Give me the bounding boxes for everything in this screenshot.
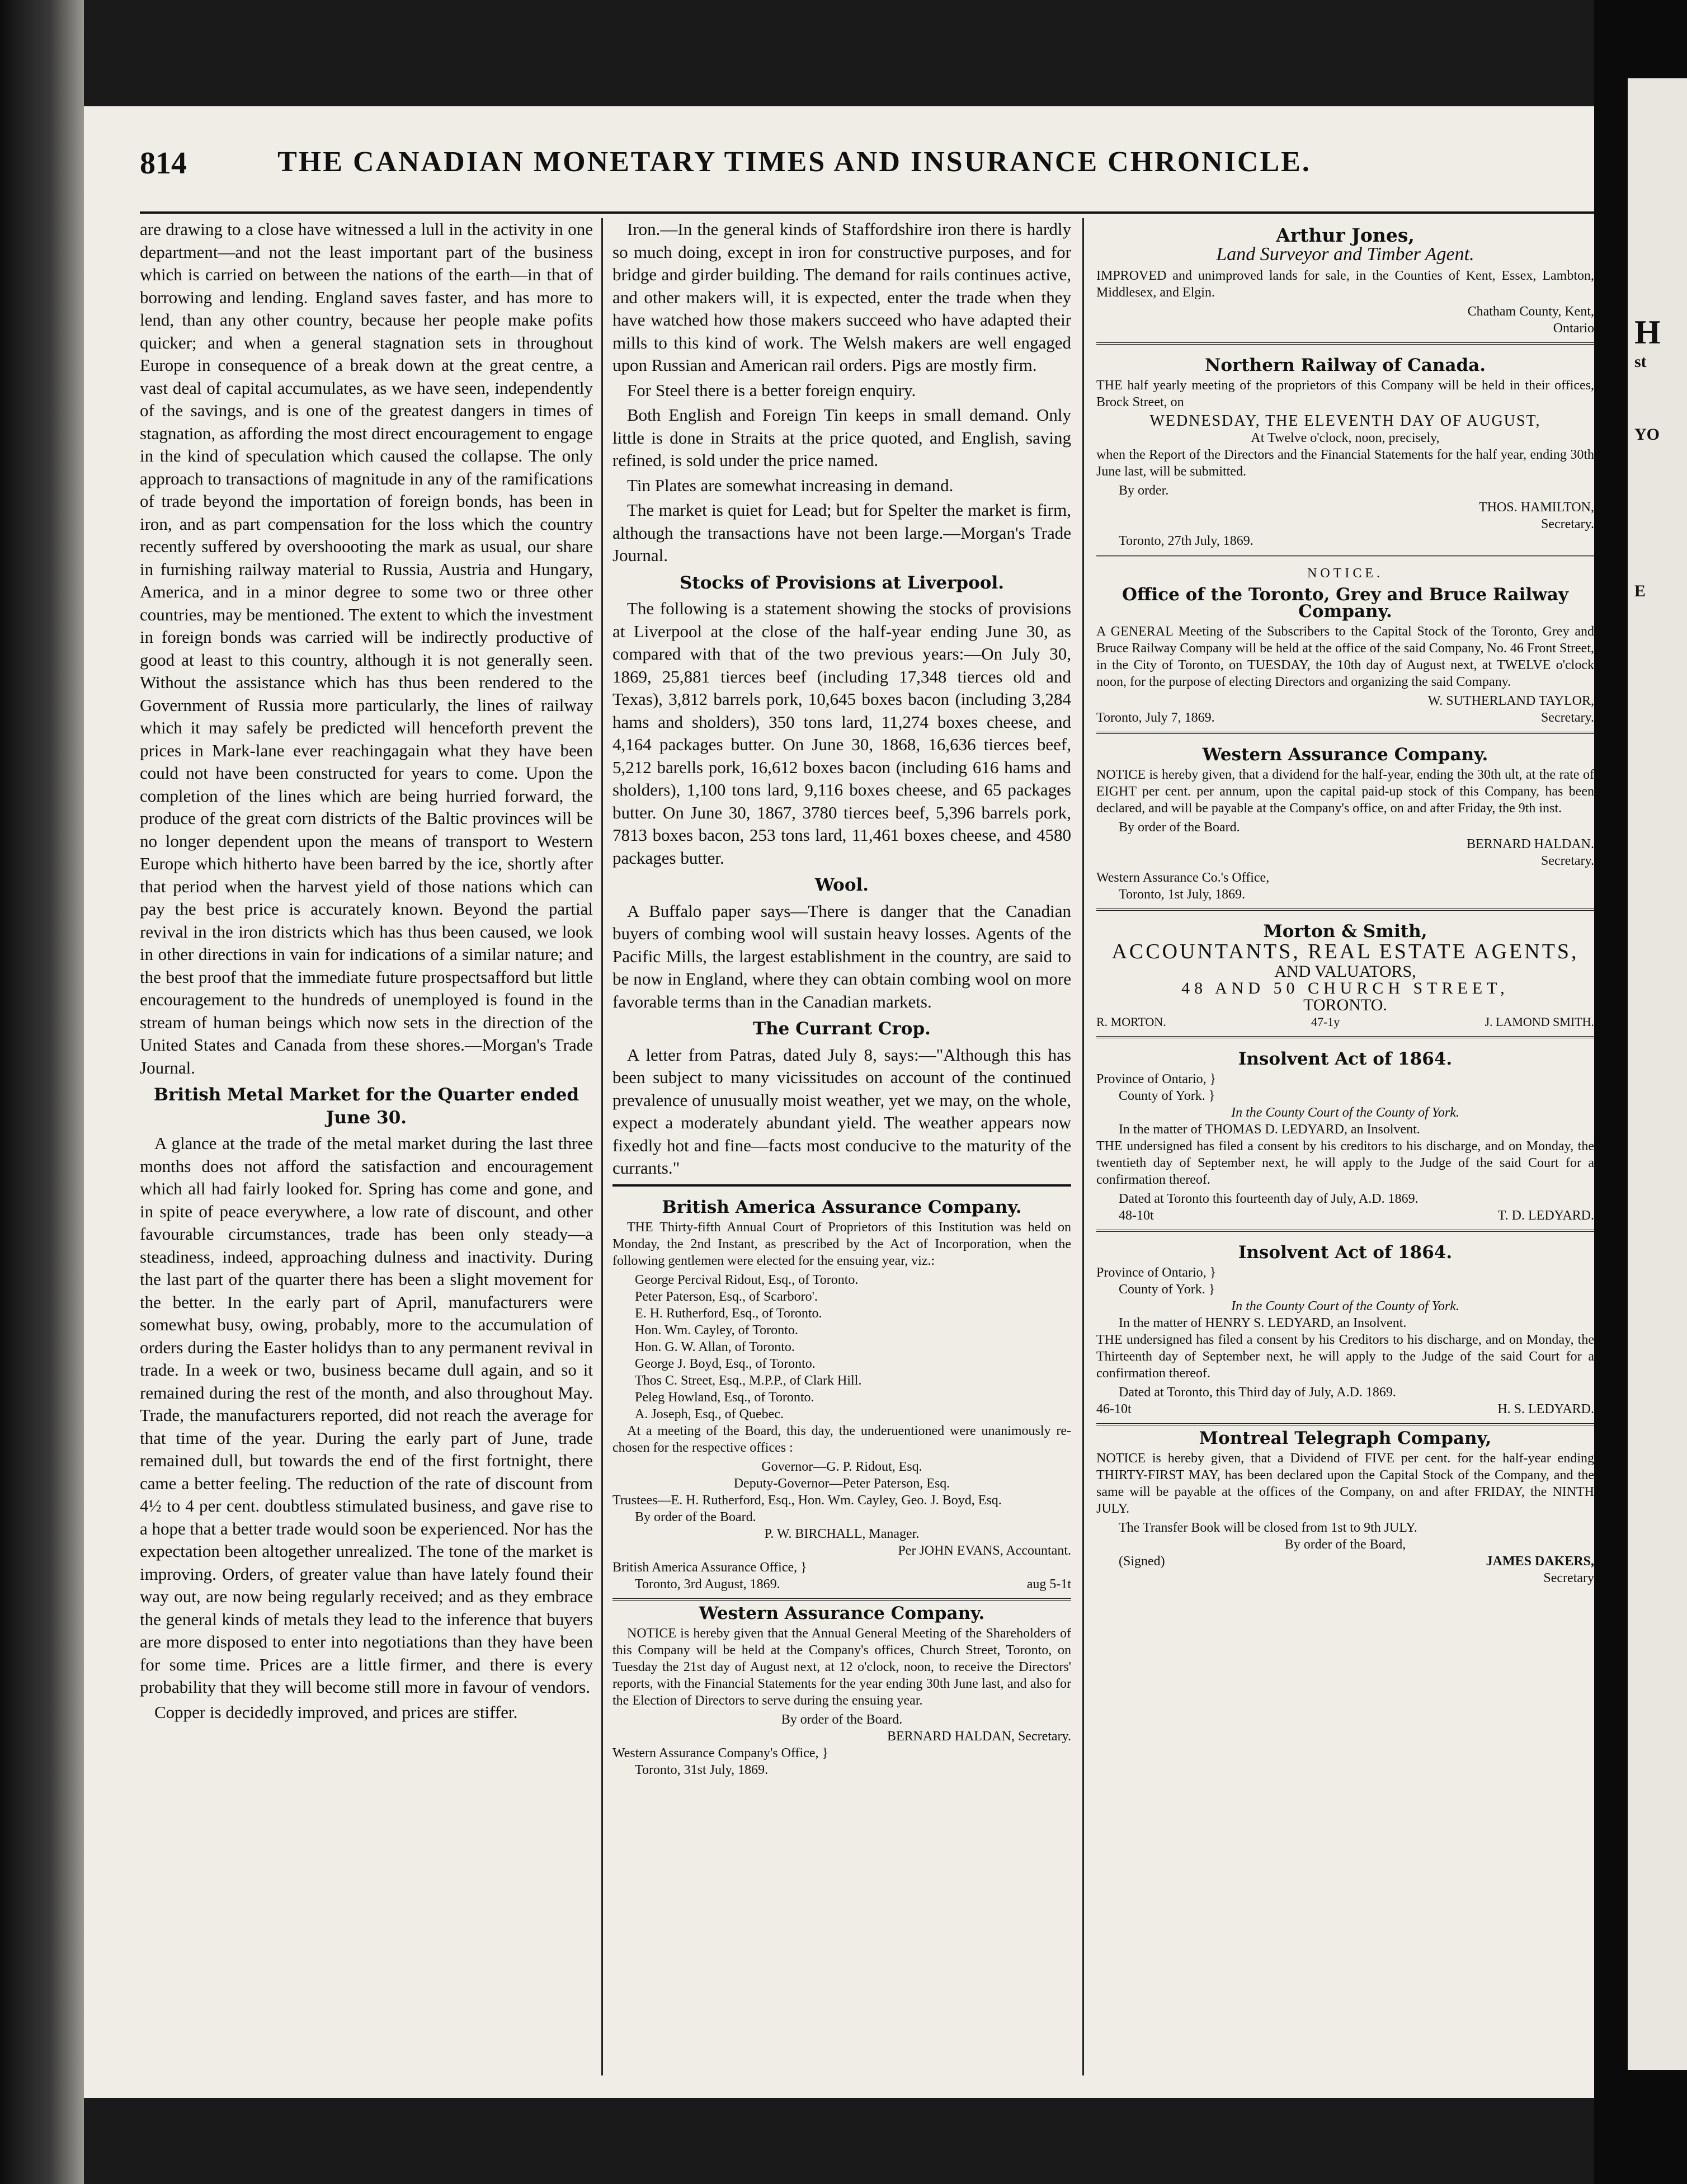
- section-rule: [612, 1184, 1071, 1187]
- tin-plates-paragraph: Tin Plates are somewhat increasing in demand.: [627, 475, 954, 495]
- masthead-title: THE CANADIAN MONETARY TIMES AND INSURANCE CHRONICLE.: [277, 146, 1311, 178]
- ad-sign-row: [1096, 1401, 1594, 1418]
- ad-date: Toronto, 27th July, 1869.: [1119, 534, 1254, 548]
- ad-signed: (Signed): [1119, 1554, 1165, 1569]
- ad-name-2: J. LAMOND SMITH.: [1485, 1015, 1594, 1029]
- ad-sign-row: [1096, 1207, 1594, 1224]
- ad-date: Toronto, July 7, 1869.: [1096, 710, 1215, 725]
- ad-order: By order of the Board.: [781, 1712, 903, 1727]
- ad-body: NOTICE is hereby given that the Annual General Meeting of the Shareholders of this Company will be held at the Company's offices, Church Street, Toronto, on Tuesday the 21st day of August next, at 12 o'clock, noon, to receive the Directors' reports, with the Financial Statements for the year ending 30th June last, and also for the Election of Directors to serve during the ensuing year.: [612, 1626, 1071, 1708]
- ad-arthur-jones: [1096, 218, 1594, 345]
- ad-title: Insolvent Act of 1864.: [1238, 1049, 1453, 1069]
- ad-code: 47-1y: [1311, 1015, 1340, 1029]
- ad-sign: BERNARD HALDAN, Secretary.: [887, 1729, 1071, 1744]
- ad-office: Western Assurance Co.'s Office,: [1096, 870, 1270, 885]
- stocks-paragraph: The following is a statement showing the stocks of provisions at Liverpool at the close of the half-year ending June 30, as compared with that of the two previous years:—On July 30, 1869, 25,881 tierces beef (including 17,348 tierces old and Texas), 3,812 barrels pork, 10,645 boxes bacon (including 3,284 hams and sholders), 350 tons lard, 11,274 boxes cheese, and 4,164 packages butter. On June 30, 1868, 16,636 tierces beef, 5,212 barells pork, 16,612 boxes bacon (including 616 hams and sholders), 1,100 tons lard, 9,116 boxes cheese, and 65 packages butter. On June 30, 1867, 3780 tierces beef, 5,396 barrels pork, 7813 boxes bacon, 253 tons lard, 11,461 boxes cheese, and 4580 packages butter.: [612, 599, 1071, 868]
- director: A. Joseph, Esq., of Quebec.: [635, 1406, 784, 1422]
- header-rule: [140, 211, 1594, 214]
- ad-body: NOTICE is hereby given, that a dividend for the half-year, ending the 30th ult, at the rate of EIGHT per cent. per annum, upon the capital paid-up stock of this Company, has been declared, and will be payable at the Company's office, on and after Friday, the 9th inst.: [1096, 768, 1594, 816]
- ad-title: Western Assurance Company.: [1202, 745, 1488, 765]
- ad-court: In the County Court of the County of York.: [1231, 1105, 1459, 1120]
- heading-wool: Wool.: [814, 875, 869, 895]
- ad-dated: Dated at Toronto, this Third day of July, A.D. 1869.: [1119, 1385, 1396, 1400]
- ad-names-row: [1096, 1014, 1594, 1030]
- ad-name-1: R. MORTON.: [1096, 1015, 1166, 1029]
- ad-title: Montreal Telegraph Company,: [1199, 1428, 1492, 1448]
- steel-paragraph: For Steel there is a better foreign enquiry.: [627, 380, 916, 400]
- ad-montreal-telegraph: [1096, 1430, 1594, 1587]
- ad-date: Toronto, 1st July, 1869.: [1119, 887, 1246, 902]
- ad-sign: JAMES DAKERS,: [1486, 1554, 1594, 1569]
- ad-order: By order of the Board.: [1119, 820, 1240, 835]
- book-gutter-left: [0, 0, 84, 2184]
- ad-body: IMPROVED and unimproved lands for sale, in the Counties of Kent, Essex, Lambton, Middlesex, and Elgin.: [1096, 269, 1594, 300]
- column-rule-1: [601, 218, 603, 2075]
- ad-body: A GENERAL Meeting of the Subscribers to the Capital Stock of the Toronto, Grey and Bruce Railway Company will be held at the office of the said Company, No. 46 Front Street, in the City of Toronto, on TUESDAY, the 10th day of August next, at TWELVE o'clock noon, for the purpose of electing Directors and organizing the said Company.: [1096, 624, 1594, 689]
- ad-date: Toronto, 31st July, 1869.: [635, 1762, 769, 1777]
- ad-sign: BERNARD HALDAN.: [1467, 837, 1594, 851]
- director: Thos C. Street, Esq., M.P.P., of Clark Hill.: [635, 1373, 862, 1388]
- ad-sign-row: [1096, 1553, 1594, 1570]
- metal-market-paragraph: A glance at the trade of the metal market during the last three months does not afford the satisfaction and encouragement which all had fairly looked for. Spring has come and gone, and in spite of peace everywhere, a low rate of discount, and other favourable circumstances, trade has been only steady—a steadiness, indeed, approaching dulness and inactivity. During the last part of the quarter there has been a slight movement for the better. In the early part of April, manufacturers were somewhat busy, owing, probably, more to the accumulation of orders during the Easter holidys than to any permanent revival in trade. In a week or two, business became dull again, and so it remained during the rest of the month, and also throughout May. Trade, the manufacturers reported, did not reach the average for that time of the year. During the early part of June, trade remained dull, but towards the end of the first fortnight, there came a better feeling. The reduction of the rate of discount from 4½ to 4 per cent. doubtless stimulated business, and gave rise to a hope that a better trade would soon be experienced. Nor has the expectation been altogether unrealized. The tone of the market is improving. Orders, of greater value than have lately found their way out, are now being regularly received; and as they embrace the general kinds of metals they lead to the inference that buyers are more disposed to enter into negotiations than they have been for some time. Prices are a little firmer, and there is every probability that they will become still more in favour of vendors.: [140, 1133, 593, 1697]
- ad-county: County of York. }: [1119, 1089, 1215, 1103]
- copper-paragraph: Copper is decidedly improved, and prices are stiffer.: [154, 1702, 518, 1722]
- ad-court: In the County Court of the County of York.: [1231, 1299, 1459, 1314]
- ad-date-row: [1096, 709, 1594, 726]
- ad-line-4: TORONTO.: [1303, 996, 1387, 1014]
- column-3-advertisements: [1096, 218, 1594, 1587]
- ad-body: THE Thirty-fifth Annual Court of Proprietors of this Institution was held on Monday, the 2nd Instant, as prescribed by the Act of Incorporation, when the following gentlemen were elected for the ensuing year, viz.:: [612, 1220, 1071, 1268]
- iron-paragraph: Iron.—In the general kinds of Staffordshire iron there is hardly so much doing, except in iron for constructive purposes, and for bridge and girder building. The demand for rails continues active, and other makers will, it is expected, enter the trade when they have watched how those makers succeed who have adapted their mills to this kind of work. The Welsh makers are well engaged upon Russian and American rail orders. Pigs are mostly firm.: [612, 219, 1071, 375]
- ad-sign-title: Secretary.: [1540, 710, 1594, 725]
- ad-title: Morton & Smith,: [1263, 921, 1427, 942]
- ad-address-2: Ontario: [1553, 321, 1594, 336]
- ad-british-america-assurance: [612, 1191, 1071, 1601]
- ad-body: THE undersigned has filed a consent by his creditors to his discharge, and on Monday, the twentieth day of September next, he will apply to the Judge of the said Court for a confirmation thereof.: [1096, 1139, 1594, 1187]
- currant-paragraph: A letter from Patras, dated July 8, says:—"Although this has been subject to many vicissitudes on account of the continued prevalence of unusually moist weather, yet we may, on the whole, expect a moderately abundant yield. The weather appears now fixedly hot and fine—facts most conducive to the maturity of the currants.": [612, 1044, 1071, 1178]
- ad-code: 48-10t: [1119, 1208, 1154, 1223]
- ad-body-1: THE half yearly meeting of the proprietors of this Company will be held in their offices, Brock Street, on: [1096, 378, 1594, 410]
- ad-title: Arthur Jones,: [1276, 224, 1415, 246]
- ad-office: Western Assurance Company's Office, }: [612, 1745, 829, 1761]
- adjacent-page-fragment: [1628, 78, 1687, 2070]
- ad-order: By order of the Board.: [635, 1509, 756, 1524]
- ad-line-1: ACCOUNTANTS, REAL ESTATE AGENTS,: [1111, 940, 1579, 963]
- ad-order: By order.: [1119, 483, 1169, 498]
- ad-sign-title: Secretary.: [1540, 517, 1594, 531]
- ad-matter: In the matter of HENRY S. LEDYARD, an Insolvent.: [1119, 1316, 1407, 1330]
- ad-insolvent-thomas-ledyard: [1096, 1043, 1594, 1232]
- ad-dated: Dated at Toronto this fourteenth day of July, A.D. 1869.: [1119, 1192, 1419, 1206]
- ad-line-3: 48 AND 50 CHURCH STREET,: [1181, 979, 1509, 997]
- ad-body: THE undersigned has filed a consent by his Creditors to his discharge, and on Monday, the Thirteenth day of September next, he will apply to the Judge of the said Court for a confirmation thereof.: [1096, 1333, 1594, 1381]
- ad-western-assurance-dividend: [1096, 738, 1594, 911]
- ad-morton-smith: [1096, 915, 1594, 1038]
- column-rule-2: [1082, 218, 1084, 2075]
- column-1: [140, 218, 593, 1726]
- director: George Percival Ridout, Esq., of Toronto.: [635, 1272, 859, 1287]
- director: Peleg Howland, Esq., of Toronto.: [635, 1390, 814, 1405]
- ad-sign-title: Secretary: [1543, 1571, 1594, 1585]
- ad-governor: Governor—G. P. Ridout, Esq.: [761, 1459, 922, 1474]
- wool-paragraph: A Buffalo paper says—There is danger that the Canadian buyers of combing wool will sustain heavy losses. Agents of the Pacific Mills, the largest establishment in the country, are said to be now in England, where they can obtain combing wool on more favorable terms than in the Canadian markets.: [612, 901, 1071, 1011]
- director: Hon. G. W. Allan, of Toronto.: [635, 1339, 795, 1354]
- director: Hon. Wm. Cayley, of Toronto.: [635, 1322, 798, 1338]
- ad-title: Northern Railway of Canada.: [1204, 355, 1486, 375]
- ad-order: By order of the Board,: [1284, 1537, 1406, 1552]
- ad-title: Office of the Toronto, Grey and Bruce Railway Company.: [1122, 585, 1568, 622]
- ad-meeting: At a meeting of the Board, this day, the underuentioned were unanimously re-chosen for the respective offices :: [612, 1423, 1071, 1455]
- ad-sign: T. D. LEDYARD.: [1497, 1208, 1594, 1223]
- ad-province: Province of Ontario, }: [1096, 1265, 1217, 1280]
- ad-matter: In the matter of THOMAS D. LEDYARD, an Insolvent.: [1119, 1122, 1420, 1137]
- article-continuation: are drawing to a close have witnessed a lull in the activity in one department—and not the least important part of the business which is carried on between the nations of the earth—in that of borrowing and lending. England saves faster, and has more to lend, than any other country, because her people make pofits quicker; and when a general stagnation sets in throughout Europe in consequence of a break down at the great centre, a vast deal of capital accumulates, as we have seen, independently of the savings, and is one of the greatest dangers in times of stagnation, as affording the most direct encouragement to engage in the kind of speculation which caused the collapse. The only approach to transactions of magnitude in any of the ramifications of trade beyond the importation of foreign bonds, has been in iron, and as part compensation for the loss which the country recently suffered by overshoooting the mark as usual, our share in furnishing railway material to Russia, Austria and Hungary, America, and in a minor degree to some two or three other countries, may be mentioned. The extent to which the investment in foreign bonds was carried will be indirectly productive of good at least to this country, although it is not generally seen. Without the assistance which has thus been rendered to the Government of Russia more particularly, the lines of railway which it may safely be predicted will henceforth prevent the prices in Mark-lane ever reachingagain what they have been could not have been constructed for years to come. Upon the completion of the lines which are being hurried forward, the produce of the great corn districts of the Baltic provinces will be no longer dependent upon the means of transport to Western Europe which hitherto have been barred by the ice, shortly after that period when the harvest yield of those nations which can pay the best price is accurately known. Beyond the partial revival in the iron districts which has thus been caused, we look in other directions in vain for indications of a similar nature; and the best proof that the immediate future prospectsafford but little encouragement to the hundreds of unemployed is found in the stream of human beings which now sets in the direction of the United States and Canada from these shores.—Morgan's Trade Journal.: [140, 219, 593, 1077]
- ad-address-1: Chatham County, Kent,: [1467, 304, 1594, 319]
- director: Peter Paterson, Esq., of Scarboro'.: [635, 1289, 818, 1304]
- ad-western-assurance-meeting: [612, 1605, 1071, 1778]
- ad-county: County of York. }: [1119, 1282, 1215, 1297]
- ad-sign: THOS. HAMILTON,: [1478, 500, 1594, 515]
- ad-code: 46-10t: [1096, 1402, 1132, 1416]
- ad-body-3: At Twelve o'clock, noon, precisely,: [1251, 431, 1440, 445]
- lead-paragraph: The market is quiet for Lead; but for Spelter the market is firm, although the transactions have not been large.—Morgan's Trade Journal.: [612, 500, 1071, 565]
- ad-sign: W. SUTHERLAND TAYLOR,: [1427, 694, 1594, 708]
- ad-code: aug 5-1t: [1026, 1576, 1071, 1592]
- adjacent-letter-4: E: [1634, 582, 1646, 600]
- ad-trustees: Trustees—E. H. Rutherford, Esq., Hon. Wm. Cayley, Geo. J. Boyd, Esq.: [612, 1493, 1002, 1508]
- column-2: [612, 218, 1071, 1778]
- ad-deputy: Deputy-Governor—Peter Paterson, Esq.: [733, 1476, 950, 1491]
- director: George J. Boyd, Esq., of Toronto.: [635, 1356, 816, 1371]
- ad-body: NOTICE is hereby given, that a Dividend of FIVE per cent. for the half-year ending THIRTY-FIRST MAY, has been declared upon the Capital Stock of the Company, and the same will be payable at the offices of the Company, on and after FRIDAY, the NINTH JULY.: [1096, 1451, 1594, 1516]
- heading-british-metal-market: British Metal Market for the Quarter ended June 30.: [153, 1085, 579, 1128]
- ad-toronto-grey-bruce: [1096, 562, 1594, 734]
- page-header: [140, 145, 1359, 196]
- ad-notice: NOTICE.: [1307, 566, 1383, 581]
- heading-currant-crop: The Currant Crop.: [753, 1019, 931, 1039]
- ad-body-2: WEDNESDAY, THE ELEVENTH DAY OF AUGUST,: [1149, 412, 1541, 430]
- director: E. H. Rutherford, Esq., of Toronto.: [635, 1306, 822, 1321]
- ad-northern-railway: [1096, 349, 1594, 557]
- ad-insolvent-henry-ledyard: [1096, 1236, 1594, 1425]
- adjacent-letter-2: st: [1634, 352, 1647, 371]
- ad-transfer: The Transfer Book will be closed from 1st to 9th JULY.: [1119, 1521, 1417, 1535]
- ad-title: British America Assurance Company.: [662, 1197, 1022, 1217]
- ad-line-2: AND VALUATORS,: [1274, 962, 1416, 981]
- ad-accountant: Per JOHN EVANS, Accountant.: [898, 1543, 1071, 1558]
- page-number: 814: [140, 146, 187, 181]
- ad-sign: H. S. LEDYARD.: [1497, 1402, 1594, 1416]
- newspaper-page: [84, 106, 1594, 2098]
- adjacent-letter-3: YO: [1634, 425, 1660, 444]
- ad-sign-title: Secretary.: [1540, 854, 1594, 868]
- ad-title: Western Assurance Company.: [699, 1603, 985, 1623]
- ad-date-row: [612, 1576, 1071, 1593]
- ad-province: Province of Ontario, }: [1096, 1072, 1217, 1086]
- ad-title: Insolvent Act of 1864.: [1238, 1242, 1453, 1263]
- ad-body-4: when the Report of the Directors and the Financial Statements for the half year, ending 30th June last, will be submitted.: [1096, 448, 1594, 479]
- ad-manager: P. W. BIRCHALL, Manager.: [764, 1526, 920, 1541]
- heading-stocks-provisions: Stocks of Provisions at Liverpool.: [679, 572, 1005, 593]
- tin-paragraph: Both English and Foreign Tin keeps in small demand. Only little is done in Straits at the price quoted, and English, saving refined, is sold under the price named.: [612, 405, 1071, 470]
- adjacent-letter-1: H: [1634, 314, 1661, 351]
- ad-office: British America Assurance Office, }: [612, 1560, 807, 1575]
- directors-list: [612, 1272, 1071, 1423]
- ad-date: Toronto, 3rd August, 1869.: [635, 1576, 780, 1592]
- ad-subtitle: Land Surveyor and Timber Agent.: [1216, 244, 1474, 265]
